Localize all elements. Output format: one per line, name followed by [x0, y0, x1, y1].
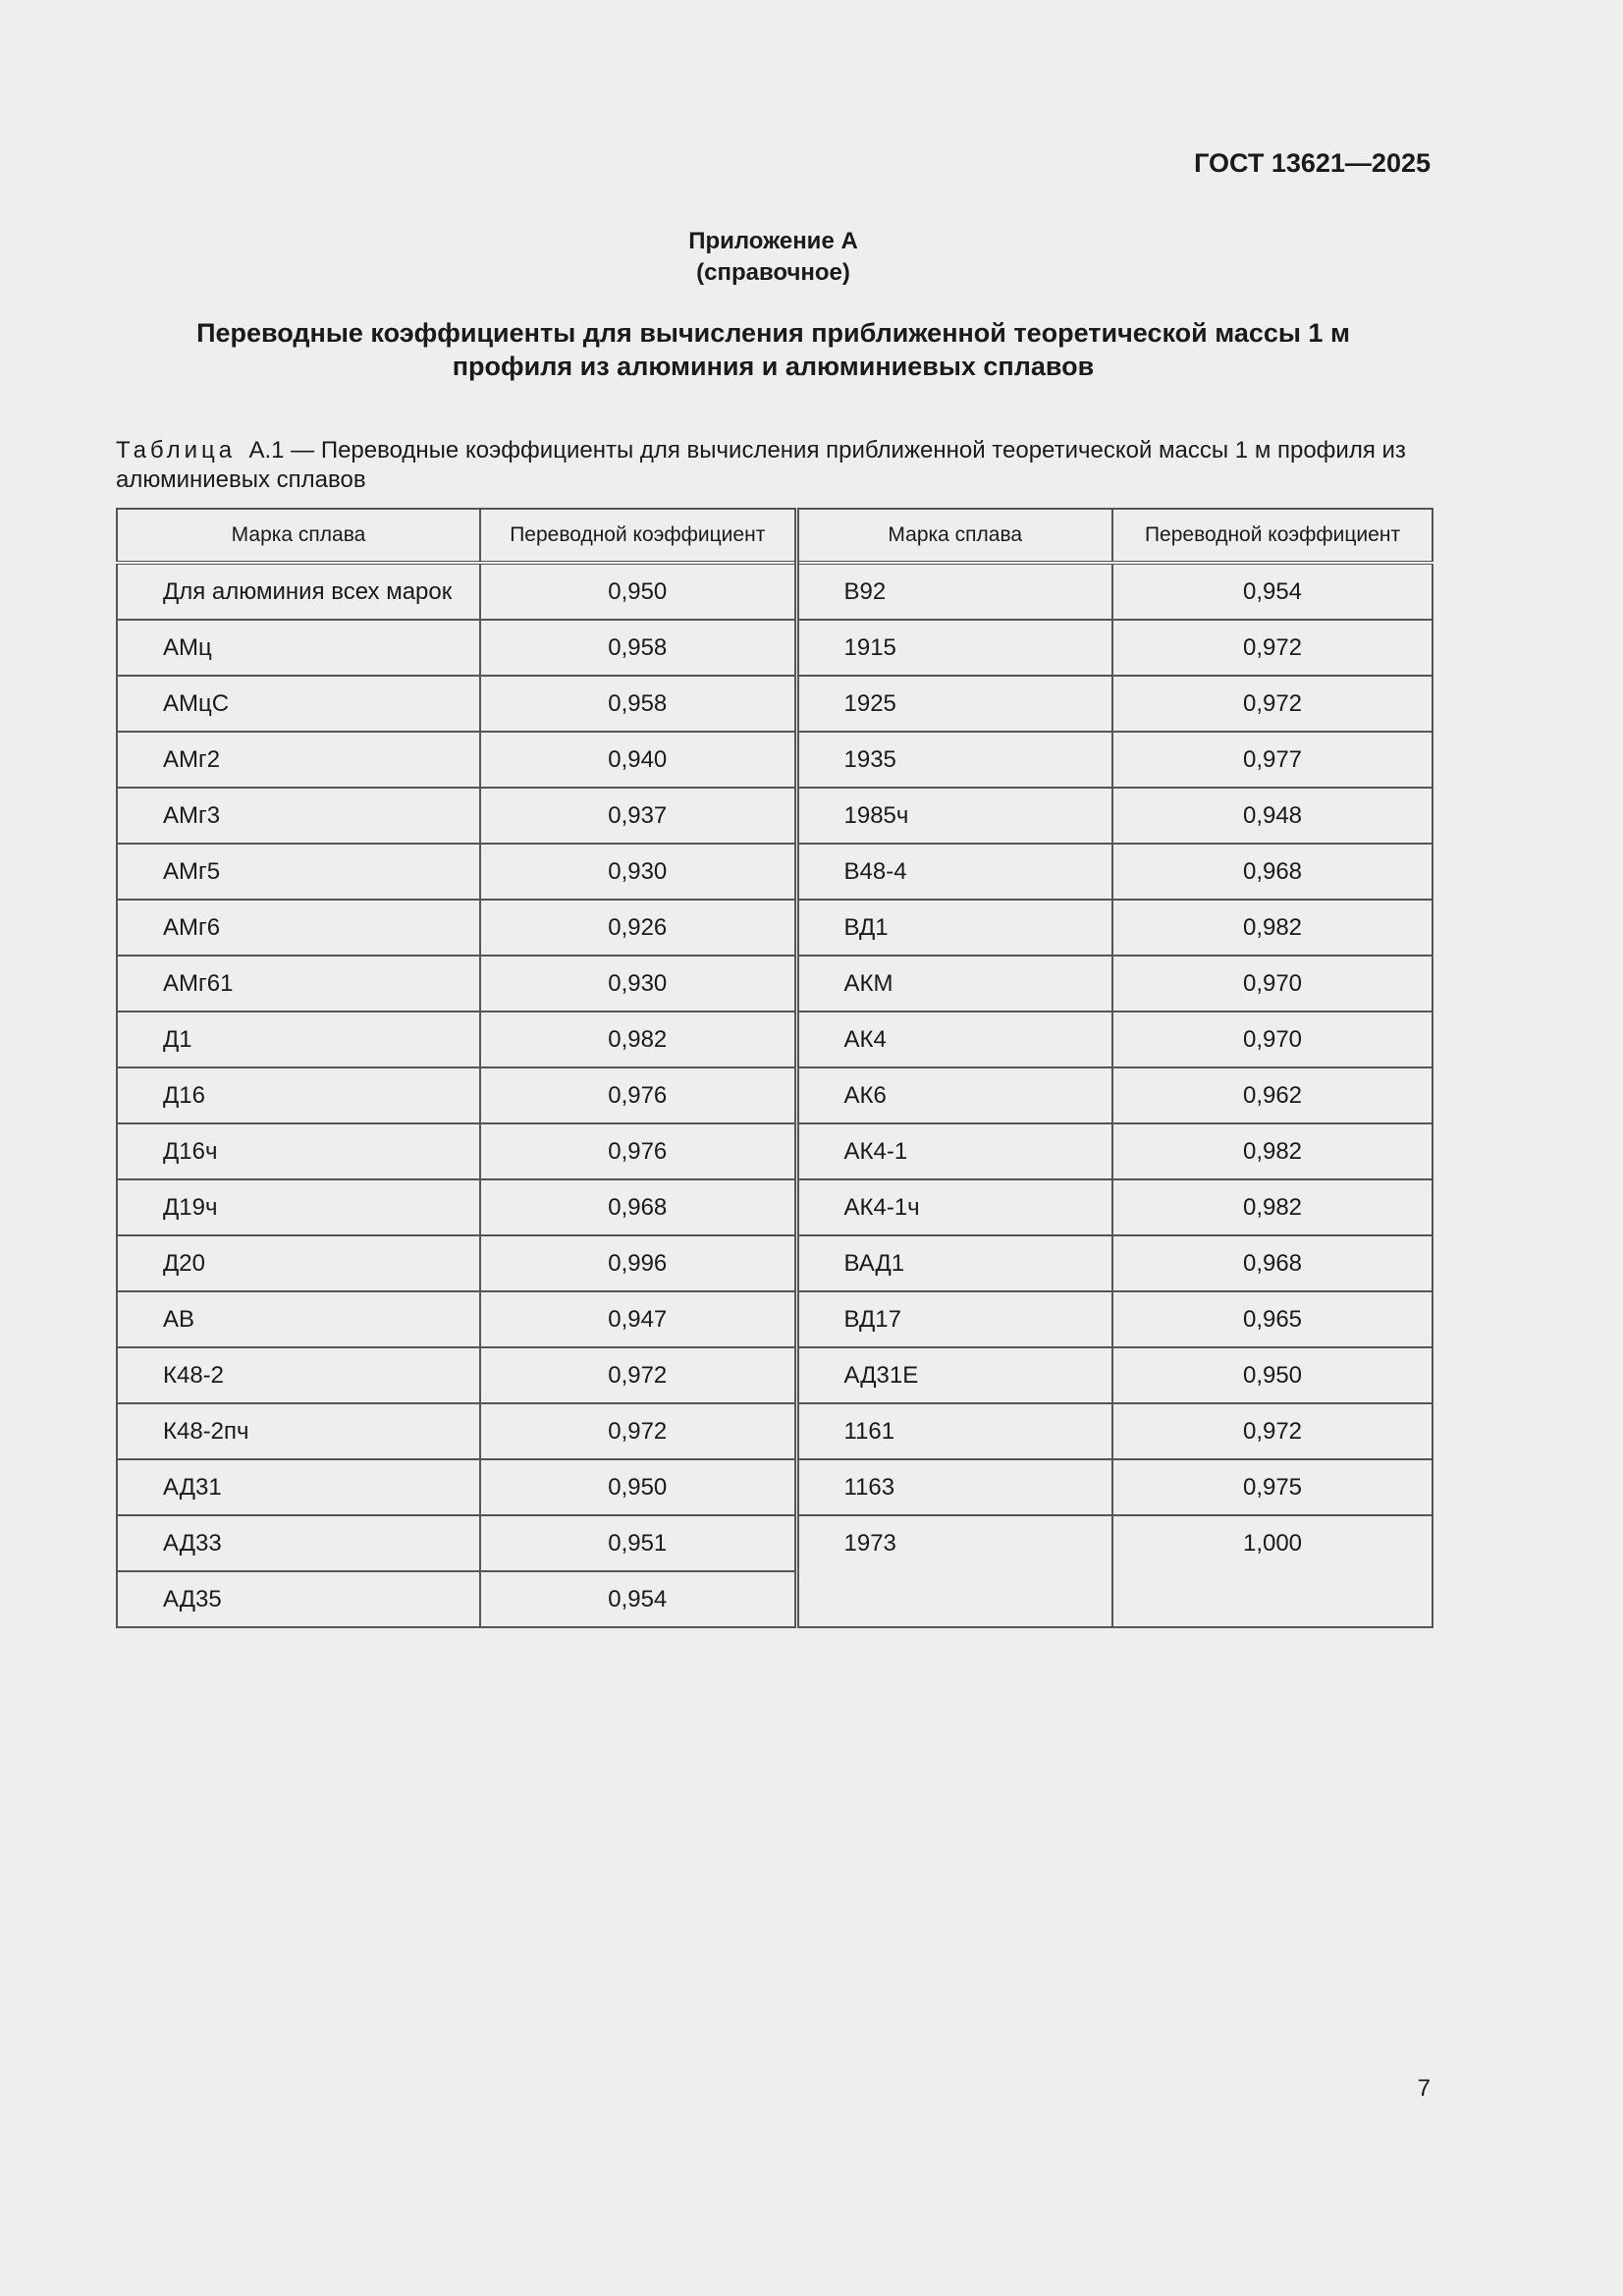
document-id: ГОСТ 13621—2025 — [1194, 148, 1431, 178]
coefficient-cell: 0,948 — [1112, 788, 1433, 844]
coefficient-cell: 0,950 — [480, 563, 796, 620]
alloy-cell: 1935 — [796, 732, 1112, 788]
coefficient-cell: 0,947 — [480, 1291, 796, 1347]
alloy-cell: АК6 — [796, 1067, 1112, 1123]
table-row — [117, 1235, 1433, 1291]
coefficient-cell: 0,982 — [1112, 900, 1433, 956]
table-row — [117, 732, 1433, 788]
coefficient-cell: 0,930 — [480, 956, 796, 1011]
alloy-cell: АД31Е — [796, 1347, 1112, 1403]
table-caption — [116, 436, 1432, 495]
alloy-cell: 1985ч — [796, 788, 1112, 844]
header-alloy-left: Марка сплава — [117, 509, 480, 563]
coefficient-cell: 0,977 — [1112, 732, 1433, 788]
table-row — [117, 1459, 1433, 1515]
alloy-cell: АМг6 — [117, 900, 480, 956]
coefficient-cell: 0,982 — [1112, 1179, 1433, 1235]
alloy-cell: 1915 — [796, 620, 1112, 676]
coefficient-cell: 0,950 — [1112, 1347, 1433, 1403]
table-row — [117, 1291, 1433, 1347]
alloy-cell: К48-2пч — [117, 1403, 480, 1459]
coefficient-cell: 0,976 — [480, 1067, 796, 1123]
table-caption-text: — Переводные коэффициенты для вычисления приближенной теоретической массы 1 м профиля из алюминиевых сплавов — [116, 437, 1406, 493]
coefficient-cell: 0,930 — [480, 844, 796, 900]
coefficient-cell: 0,975 — [1112, 1459, 1433, 1515]
coefficient-cell: 0,982 — [480, 1011, 796, 1067]
alloy-cell: К48-2 — [117, 1347, 480, 1403]
coefficient-cell: 0,972 — [1112, 620, 1433, 676]
table-row — [117, 1067, 1433, 1123]
table-row — [117, 788, 1433, 844]
alloy-cell: 1925 — [796, 676, 1112, 732]
coefficient-cell: 0,968 — [1112, 1235, 1433, 1291]
alloy-cell: АК4-1 — [796, 1123, 1112, 1179]
document-title-line-1: Переводные коэффициенты для вычисления приближенной теоретической массы 1 м — [196, 318, 1350, 348]
coefficient-cell: 0,970 — [1112, 1011, 1433, 1067]
table-row — [117, 563, 1433, 620]
alloy-cell: ВД1 — [796, 900, 1112, 956]
table-body — [117, 563, 1433, 1627]
coefficient-cell: 0,972 — [1112, 1403, 1433, 1459]
coefficient-cell: 0,958 — [480, 620, 796, 676]
coefficient-cell: 0,968 — [480, 1179, 796, 1235]
alloy-cell: АМг2 — [117, 732, 480, 788]
table-row — [117, 1347, 1433, 1403]
table-row — [117, 1403, 1433, 1459]
alloy-cell: 1161 — [796, 1403, 1112, 1459]
coefficient-cell: 0,982 — [1112, 1123, 1433, 1179]
coefficient-cell: 0,976 — [480, 1123, 796, 1179]
alloy-cell: АК4 — [796, 1011, 1112, 1067]
coefficient-cell: 0,940 — [480, 732, 796, 788]
table-row — [117, 1515, 1433, 1571]
alloy-coefficient-table — [116, 508, 1434, 1628]
document-title — [118, 316, 1429, 383]
header-coef-right: Переводной коэффициент — [1112, 509, 1433, 563]
alloy-cell: Д16ч — [117, 1123, 480, 1179]
coefficient-cell: 0,972 — [480, 1347, 796, 1403]
alloy-cell: В48-4 — [796, 844, 1112, 900]
header-alloy-right: Марка сплава — [796, 509, 1112, 563]
alloy-cell: В92 — [796, 563, 1112, 620]
alloy-cell: Д16 — [117, 1067, 480, 1123]
alloy-cell: АД31 — [117, 1459, 480, 1515]
coefficient-cell: 0,951 — [480, 1515, 796, 1571]
alloy-cell: Д20 — [117, 1235, 480, 1291]
coefficient-cell: 0,954 — [480, 1571, 796, 1627]
table-row — [117, 900, 1433, 956]
appendix-title: Приложение А — [688, 228, 858, 254]
coefficient-cell: 0,996 — [480, 1235, 796, 1291]
header-coef-left: Переводной коэффициент — [480, 509, 796, 563]
alloy-cell: АМцС — [117, 676, 480, 732]
alloy-cell: ВД17 — [796, 1291, 1112, 1347]
table-header-row — [117, 509, 1433, 563]
alloy-cell: АВ — [117, 1291, 480, 1347]
alloy-cell: АМг5 — [117, 844, 480, 900]
alloy-cell: 1163 — [796, 1459, 1112, 1515]
alloy-cell: АМц — [117, 620, 480, 676]
coefficient-cell: 0,926 — [480, 900, 796, 956]
page-number: 7 — [1417, 2075, 1431, 2102]
appendix-type: (справочное) — [696, 259, 850, 286]
alloy-cell: Для алюминия всех марок — [117, 563, 480, 620]
coefficient-cell: 0,972 — [1112, 676, 1433, 732]
coefficient-cell: 1,000 — [1112, 1515, 1433, 1627]
coefficient-cell: 0,965 — [1112, 1291, 1433, 1347]
alloy-cell: Д19ч — [117, 1179, 480, 1235]
table-caption-label: Таблица — [116, 437, 237, 464]
coefficient-cell: 0,972 — [480, 1403, 796, 1459]
alloy-cell: АД33 — [117, 1515, 480, 1571]
coefficient-cell: 0,970 — [1112, 956, 1433, 1011]
appendix-heading — [0, 226, 1546, 289]
table-row — [117, 620, 1433, 676]
alloy-cell: 1973 — [796, 1515, 1112, 1627]
alloy-cell: АМг61 — [117, 956, 480, 1011]
coefficient-cell: 0,962 — [1112, 1067, 1433, 1123]
table-row — [117, 844, 1433, 900]
alloy-cell: АК4-1ч — [796, 1179, 1112, 1235]
alloy-cell: Д1 — [117, 1011, 480, 1067]
table-row — [117, 1011, 1433, 1067]
coefficient-cell: 0,968 — [1112, 844, 1433, 900]
coefficient-cell: 0,958 — [480, 676, 796, 732]
coefficient-cell: 0,954 — [1112, 563, 1433, 620]
coefficient-cell: 0,937 — [480, 788, 796, 844]
coefficient-cell: 0,950 — [480, 1459, 796, 1515]
alloy-cell: ВАД1 — [796, 1235, 1112, 1291]
alloy-cell: АД35 — [117, 1571, 480, 1627]
table-row — [117, 1179, 1433, 1235]
table-row — [117, 956, 1433, 1011]
document-title-line-2: профиля из алюминия и алюминиевых сплавов — [452, 352, 1095, 381]
table-row — [117, 676, 1433, 732]
alloy-cell: АМг3 — [117, 788, 480, 844]
table-caption-number: А.1 — [248, 437, 285, 464]
alloy-cell: АКМ — [796, 956, 1112, 1011]
table-row — [117, 1123, 1433, 1179]
